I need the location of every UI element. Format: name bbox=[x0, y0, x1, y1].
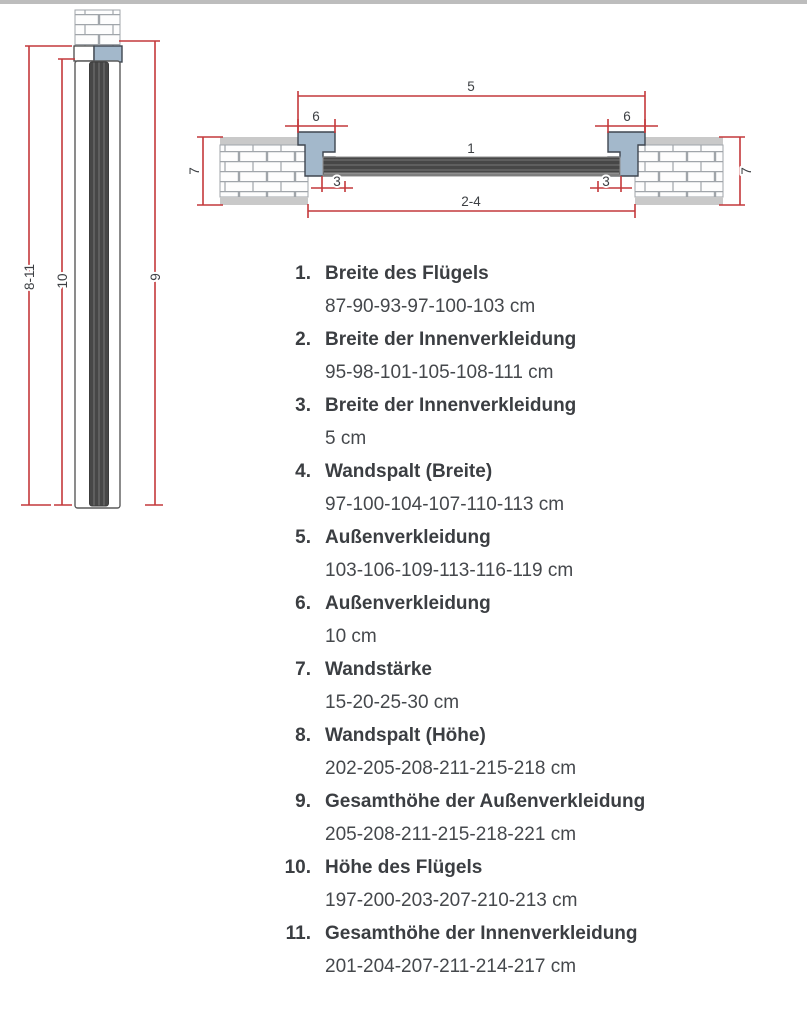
legend-item-number: 9. bbox=[295, 791, 311, 812]
wall-right-band-bottom bbox=[635, 197, 723, 205]
legend-item bbox=[283, 653, 788, 719]
legend-item-title: Breite der Innenverkleidung bbox=[325, 329, 577, 350]
legend-item-value: 5 cm bbox=[325, 428, 367, 449]
legend-item-value: 201-204-207-211-214-217 cm bbox=[325, 956, 577, 977]
door-leaf-bottom-edge bbox=[324, 173, 619, 175]
legend-item-title: Außenverkleidung bbox=[325, 593, 491, 614]
frame-bracket-top bbox=[94, 46, 122, 62]
wall-right-bricks bbox=[635, 145, 723, 197]
legend-item-value: 103-106-109-113-116-119 cm bbox=[325, 560, 574, 581]
legend-item-title: Breite des Flügels bbox=[325, 263, 489, 284]
legend-item-value: 205-208-211-215-218-221 cm bbox=[325, 824, 577, 845]
wall-right-band-top bbox=[635, 137, 723, 145]
legend-item-title: Wandspalt (Höhe) bbox=[325, 725, 486, 746]
label-cladding-right: 6 bbox=[623, 109, 631, 124]
brick-wall-top bbox=[75, 10, 120, 46]
legend-item bbox=[283, 521, 788, 587]
legend-item bbox=[283, 455, 788, 521]
legend-item bbox=[283, 851, 788, 917]
legend-item-value: 95-98-101-105-108-111 cm bbox=[325, 362, 554, 383]
legend-item-value: 15-20-25-30 cm bbox=[325, 692, 460, 713]
label-leaf-height: 10 bbox=[55, 273, 70, 289]
legend-item bbox=[283, 785, 788, 851]
label-outer-height: 9 bbox=[148, 273, 163, 281]
legend-item-value: 87-90-93-97-100-103 cm bbox=[325, 296, 536, 317]
legend-item-title: Höhe des Flügels bbox=[325, 857, 483, 878]
label-leaf-width: 1 bbox=[467, 141, 475, 156]
horizontal-section-diagram bbox=[183, 61, 763, 226]
wall-left bbox=[220, 137, 308, 205]
label-wall-thickness-right: 7 bbox=[739, 167, 754, 175]
parts-legend bbox=[283, 257, 788, 983]
wall-left-band-top bbox=[220, 137, 308, 145]
label-inner-cladding-left: 3 bbox=[333, 174, 341, 189]
legend-item-number: 1. bbox=[295, 263, 311, 284]
dimension-inner-cladding-left bbox=[311, 176, 353, 192]
frame-profile-white bbox=[74, 46, 94, 61]
legend-item-number: 10. bbox=[284, 857, 311, 878]
wall-right bbox=[635, 137, 723, 205]
legend-item-number: 3. bbox=[295, 395, 311, 416]
dimension-outer-width bbox=[298, 91, 645, 132]
legend-item-title: Wandspalt (Breite) bbox=[325, 461, 493, 482]
dimension-outer-height bbox=[119, 41, 163, 505]
legend-item-number: 8. bbox=[295, 725, 311, 746]
wall-left-bricks bbox=[220, 145, 308, 197]
legend-item-title: Wandstärke bbox=[325, 659, 432, 680]
legend-item-title: Breite der Innenverkleidung bbox=[325, 395, 577, 416]
label-wall-gap: 2-4 bbox=[461, 194, 481, 209]
legend-item-title: Außenverkleidung bbox=[325, 527, 491, 548]
wall-left-band-bottom bbox=[220, 197, 308, 205]
legend-item bbox=[283, 257, 788, 323]
label-inner-cladding-right: 3 bbox=[602, 174, 610, 189]
door-leaf-vertical bbox=[90, 62, 109, 506]
legend-item-number: 4. bbox=[295, 461, 311, 482]
legend-item-value: 197-200-203-207-210-213 cm bbox=[325, 890, 578, 911]
legend-item-value: 10 cm bbox=[325, 626, 377, 647]
legend-item-title: Gesamthöhe der Außenverkleidung bbox=[325, 791, 646, 812]
legend-item bbox=[283, 917, 788, 983]
legend-item-number: 7. bbox=[295, 659, 311, 680]
legend-item-number: 5. bbox=[295, 527, 311, 548]
legend-item-value: 202-205-208-211-215-218 cm bbox=[325, 758, 577, 779]
legend-item-number: 2. bbox=[295, 329, 311, 350]
legend-item-number: 6. bbox=[295, 593, 311, 614]
legend-item bbox=[283, 323, 788, 389]
dimension-inner-cladding-right bbox=[590, 176, 632, 192]
legend-item bbox=[283, 587, 788, 653]
vertical-section-diagram bbox=[15, 4, 165, 524]
label-wall-thickness-left: 7 bbox=[187, 167, 202, 175]
legend-item-value: 97-100-104-107-110-113 cm bbox=[325, 494, 565, 515]
label-cladding-left: 6 bbox=[312, 109, 320, 124]
legend-item bbox=[283, 719, 788, 785]
label-total-height: 8-11 bbox=[22, 263, 37, 291]
legend-item-title: Gesamthöhe der Innenverkleidung bbox=[325, 923, 638, 944]
label-outer-width: 5 bbox=[467, 79, 475, 94]
legend-item bbox=[283, 389, 788, 455]
legend-item-number: 11. bbox=[285, 923, 311, 944]
